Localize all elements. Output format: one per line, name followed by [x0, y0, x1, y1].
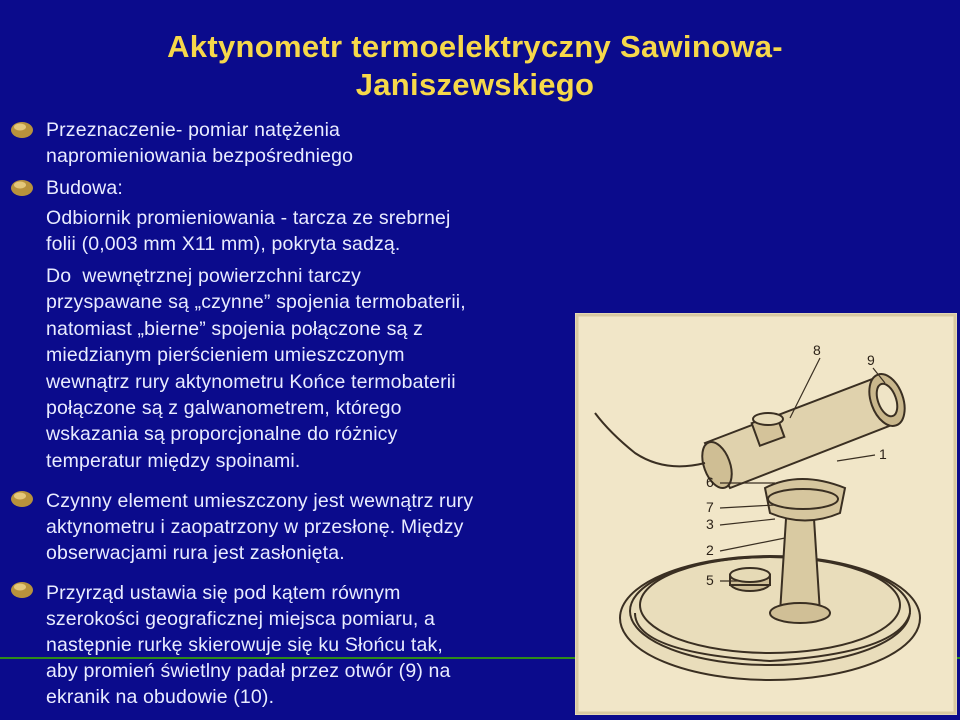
bullet-3-line-1: Czynny element umieszczony jest wewnątrz rury: [46, 490, 474, 512]
slide-title: [100, 28, 850, 104]
label-8: 8: [813, 342, 821, 358]
bullet-4-line-3: następnie rurkę skierowuje się ku Słońcu tak,: [46, 634, 443, 656]
label-6: 6: [706, 474, 714, 490]
bullet-3-line-2: aktynometru i zaopatrzony w przesłonę. Między: [46, 516, 464, 538]
label-9: 9: [867, 352, 875, 368]
label-3: 3: [706, 516, 714, 532]
bullet-icon: [10, 488, 34, 508]
bullet-1-line-2: napromieniowania bezpośredniego: [46, 145, 354, 167]
bullet-icon: [10, 579, 34, 599]
bullet-1-line-1: Przeznaczenie- pomiar natężenia: [46, 119, 341, 141]
aktynometr-illustration: [575, 313, 957, 715]
paragraph-line-8: temperatur między spoinami.: [46, 450, 301, 472]
label-7: 7: [706, 499, 714, 515]
bullet-4-line-2: szerokości geograficznej miejsca pomiaru, a: [46, 608, 436, 630]
paragraph-line-3: natomiast „bierne” spojenia połączone są z: [46, 318, 424, 340]
label-2: 2: [706, 542, 714, 558]
label-1: 1: [879, 446, 887, 462]
bullet-icon: [10, 119, 34, 139]
bullet-2-text-1: Odbiornik promieniowania - tarcza ze srebrnej: [46, 207, 451, 229]
paragraph-line-7: wskazania są proporcjonalne do różnicy: [46, 423, 398, 445]
bullet-icon: [10, 177, 34, 197]
title-line-1: Aktynometr termoelektryczny Sawinowa-: [167, 29, 783, 64]
bullet-3-line-3: obserwacjami rura jest zasłonięta.: [46, 542, 345, 564]
paragraph-line-5: wewnątrz rury aktynometru Końce termobaterii: [46, 371, 456, 393]
bullet-4-line-5: ekranik na obudowie (10).: [46, 686, 275, 708]
paragraph-line-6: połączone są z galwanometrem, którego: [46, 397, 402, 419]
paragraph-line-1: Do wewnętrznej powierzchni tarczy: [46, 265, 362, 287]
paragraph-line-4: miedzianym pierścieniem umieszczonym: [46, 344, 405, 366]
bullet-2-heading: Budowa:: [46, 177, 123, 199]
title-line-2: Janiszewskiego: [355, 67, 595, 102]
bullet-4-line-4: aby promień świetlny padał przez otwór (9) na: [46, 660, 451, 682]
paragraph-line-2: przyspawane są „czynne” spojenia termobaterii,: [46, 291, 466, 313]
bullet-2-text-2: folii (0,003 mm X11 mm), pokryta sadzą.: [46, 233, 401, 255]
label-5: 5: [706, 572, 714, 588]
bullet-4-line-1: Przyrząd ustawia się pod kątem równym: [46, 582, 401, 604]
